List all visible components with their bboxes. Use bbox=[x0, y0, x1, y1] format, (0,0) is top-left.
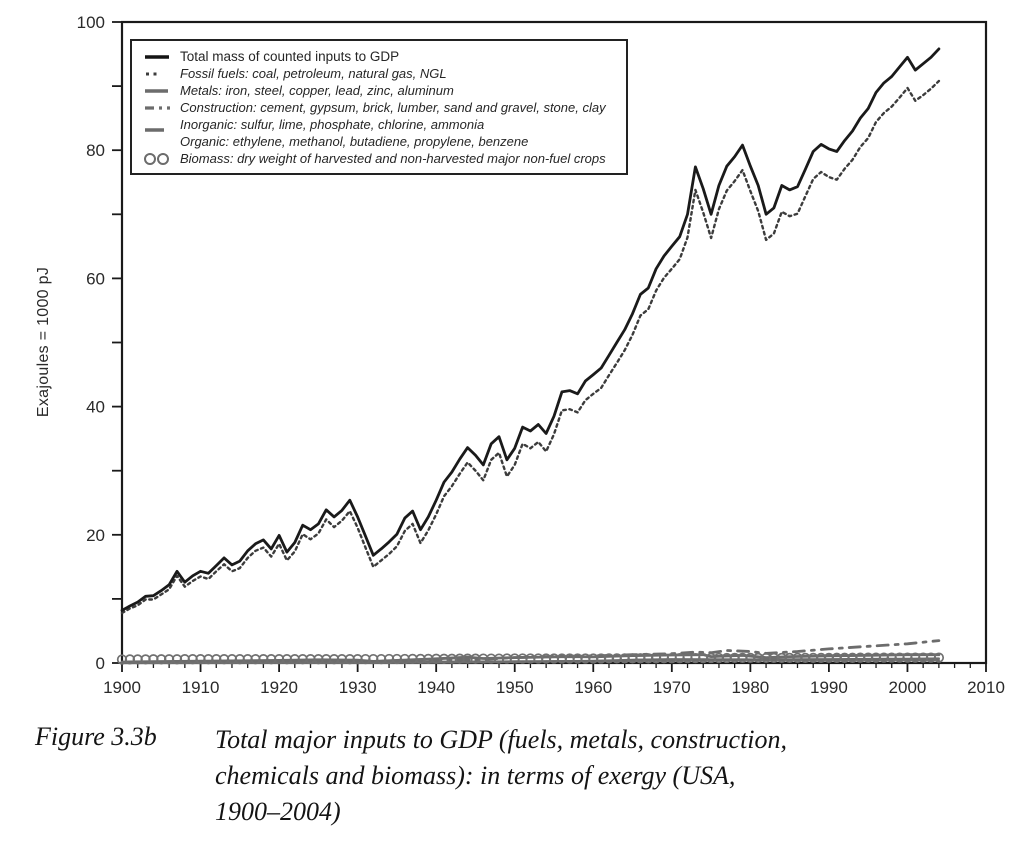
legend-row-biomass bbox=[142, 150, 616, 167]
y-tick-label: 60 bbox=[86, 269, 105, 289]
x-tick-label: 1960 bbox=[574, 678, 613, 697]
x-tick-label: 1970 bbox=[652, 678, 691, 697]
solid-line-icon bbox=[142, 50, 180, 64]
y-tick-label: 80 bbox=[86, 141, 105, 161]
x-tick-label: 1980 bbox=[731, 678, 770, 697]
x-tick-label: 1920 bbox=[260, 678, 299, 697]
y-tick-label: 20 bbox=[86, 525, 105, 545]
legend-row-fossil-fuels bbox=[142, 65, 616, 82]
caption-text bbox=[215, 722, 787, 830]
figure-caption bbox=[35, 722, 995, 830]
x-tick-label: 1910 bbox=[181, 678, 220, 697]
dotted-line-icon bbox=[142, 67, 180, 81]
x-tick-label: 2010 bbox=[967, 678, 1005, 697]
legend-label: Total mass of counted inputs to GDP bbox=[180, 49, 400, 64]
x-tick-label: 2000 bbox=[888, 678, 927, 697]
x-tick-label: 1990 bbox=[809, 678, 848, 697]
x-tick-label: 1940 bbox=[417, 678, 456, 697]
legend-label: Fossil fuels: coal, petroleum, natural gas, NGL bbox=[180, 66, 447, 81]
legend-row-construction bbox=[142, 99, 616, 116]
caption-label: Figure 3.3b bbox=[35, 722, 157, 751]
low-dash-line-icon bbox=[142, 116, 180, 133]
legend-row-inorganic bbox=[142, 116, 616, 133]
gray-line-icon bbox=[142, 84, 180, 98]
legend bbox=[130, 39, 628, 175]
y-tick-label: 100 bbox=[76, 13, 105, 32]
legend-label: Metals: iron, steel, copper, lead, zinc, aluminum bbox=[180, 83, 454, 98]
y-axis-title: Exajoules = 1000 pJ bbox=[35, 266, 52, 418]
legend-label: Organic: ethylene, methanol, butadiene, propylene, benzene bbox=[180, 134, 529, 149]
legend-label: Inorganic: sulfur, lime, phosphate, chlorine, ammonia bbox=[180, 117, 485, 132]
dash-dot-line-icon bbox=[142, 101, 180, 115]
y-tick-label: 40 bbox=[86, 397, 105, 417]
legend-row-total bbox=[142, 48, 616, 65]
legend-label: Construction: cement, gypsum, brick, lumber, sand and gravel, stone, clay bbox=[180, 100, 606, 115]
legend-row-organic bbox=[142, 133, 616, 150]
caption-line: chemicals and biomass): in terms of exergy (USA, bbox=[215, 761, 736, 790]
caption-line: Total major inputs to GDP (fuels, metals, construction, bbox=[215, 725, 788, 754]
y-tick-label: 0 bbox=[95, 654, 105, 673]
legend-label: Biomass: dry weight of harvested and non-harvested major non-fuel crops bbox=[180, 151, 606, 166]
x-tick-label: 1900 bbox=[103, 678, 141, 697]
x-tick-label: 1950 bbox=[495, 678, 534, 697]
caption-line: 1900–2004) bbox=[215, 797, 341, 826]
circles-icon bbox=[142, 151, 180, 167]
x-tick-label: 1930 bbox=[338, 678, 377, 697]
legend-row-metals bbox=[142, 82, 616, 99]
